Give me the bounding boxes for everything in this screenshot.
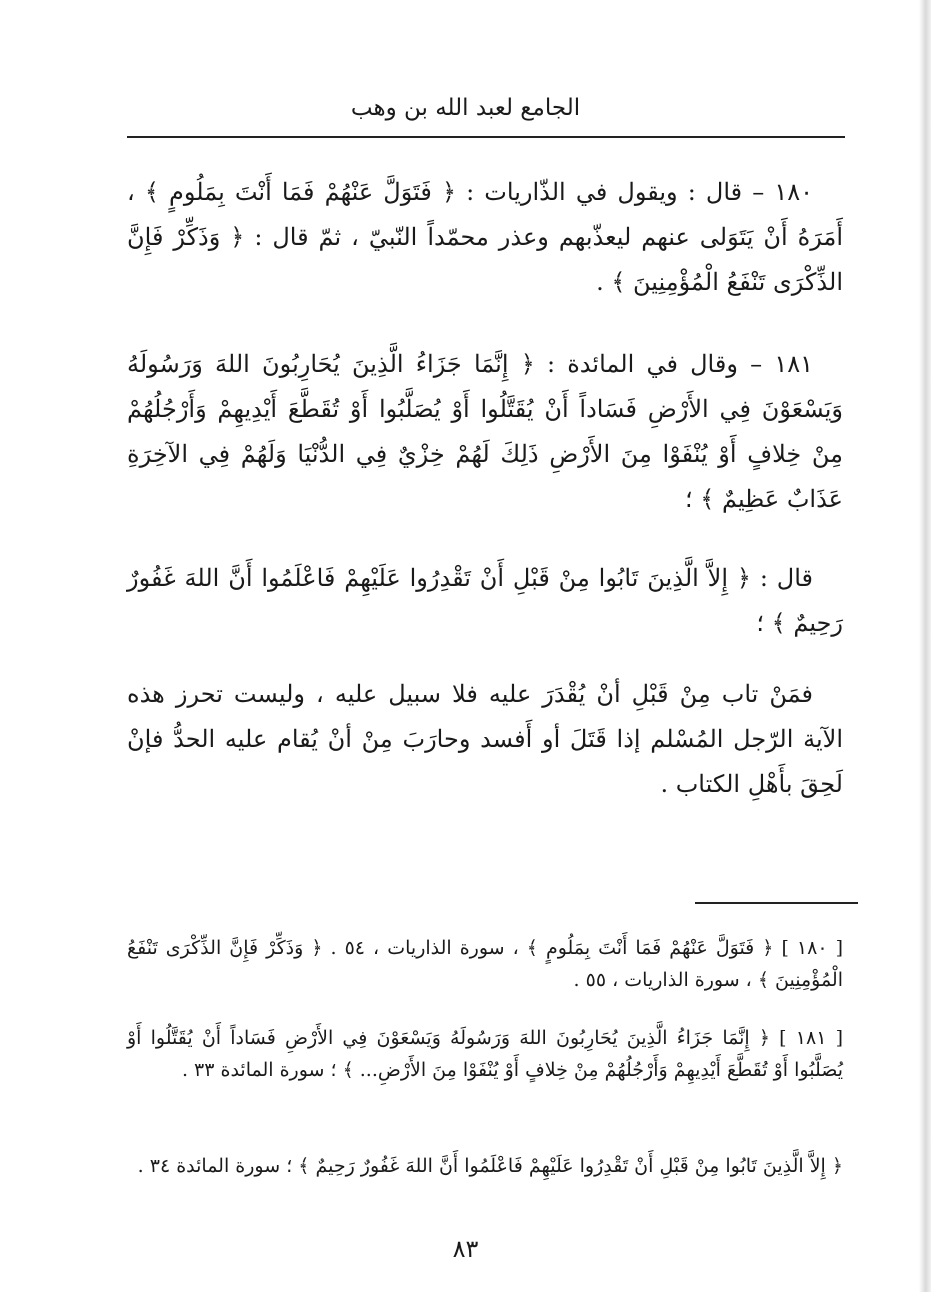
paragraph-commentary: فمَنْ تاب مِنْ قَبْلِ أنْ يُقْدَرَ عليه فلا سبيل عليه ، وليست تحرز هذه الآية الرّجل المُسْلم إذا قَتَلَ أو أَفسد وحارَبَ مِنْ أنْ يُقام عليه الحدُّ فإنْ لَحِقَ بأَهْلِ الكتاب . xyxy=(127,680,843,798)
page-number: ٨٣ xyxy=(452,1235,479,1263)
paragraph-181-continued: قال : ﴿ إِلاَّ الَّذِينَ تَابُوا مِنْ قَبْلِ أَنْ تَقْدِرُوا عَلَيْهِمْ فَاعْلَمُوا أَنَّ اللهَ غَفُورٌ رَحِيمٌ ﴾ ؛ xyxy=(127,564,843,637)
paragraph-180: ١٨٠ – قال : ويقول في الذّاريات : ﴿ فَتَوَلَّ عَنْهُمْ فَمَا أَنْتَ بِمَلُومٍ ﴾ ، أَمَرَهُ أَنْ يَتَوَلى عنهم ليعذّبهم وعذر محمّداً النّبيّ ، ثمّ قال : ﴿ وَذَكِّرْ فَإِنَّ الذِّكْرَى تَنْفَعُ الْمُؤْمِنِينَ ﴾ . xyxy=(127,178,843,296)
page-edge-shadow xyxy=(919,0,931,1292)
running-head: الجامع لعبد الله بن وهب xyxy=(350,95,581,121)
footnote-181-continued: ﴿ إِلاَّ الَّذِينَ تَابُوا مِنْ قَبْلِ أَنْ تَقْدِرُوا عَلَيْهِمْ فَاعْلَمُوا أَنَّ اللهَ غَفُورٌ رَحِيمٌ ﴾ ؛ سورة المائدة ٣٤ . xyxy=(137,1155,843,1177)
paragraph-181: ١٨١ – وقال في المائدة : ﴿ إِنَّمَا جَزَاءُ الَّذِينَ يُحَارِبُونَ اللهَ وَرَسُولَهُ وَيَسْعَوْنَ فِي الأَرْضِ فَسَاداً أَنْ يُقَتَّلُوا أَوْ يُصَلَّبُوا أَوْ تُقَطَّعَ أَيْدِيهِمْ وَأَرْجُلُهُمْ مِنْ خِلافٍ أَوْ يُنْفَوْا مِنَ الأَرْضِ ذَلِكَ لَهُمْ خِزْيٌ فِي الدُّنْيَا وَلَهُمْ فِي الآخِرَةِ عَذَابٌ عَظِيمٌ ﴾ ؛ xyxy=(127,350,843,513)
footnote-181: [ ١٨١ ] ﴿ إِنَّمَا جَزَاءُ الَّذِينَ يُحَارِبُونَ اللهَ وَرَسُولَهُ وَيَسْعَوْنَ فِي الأَرْضِ فَسَاداً أَنْ يُقَتَّلُوا أَوْ يُصَلَّبُوا أَوْ تُقَطَّعَ أَيْدِيهِمْ وَأَرْجُلُهُمْ مِنْ خِلافٍ أَوْ يُنْفَوْا مِنَ الأَرْضِ... ﴾ ؛ سورة المائدة ٣٣ . xyxy=(127,1027,843,1081)
footnote-180: [ ١٨٠ ] ﴿ فَتَوَلَّ عَنْهُمْ فَمَا أَنْتَ بِمَلُومٍ ﴾ ، سورة الذاريات ، ٥٤ . ﴿ وَذَكِّرْ فَإِنَّ الذِّكْرَى تَنْفَعُ الْمُؤْمِنِينَ ﴾ ، سورة الذاريات ، ٥٥ . xyxy=(127,937,843,991)
header-divider xyxy=(127,136,845,138)
footnote-divider xyxy=(695,902,858,904)
